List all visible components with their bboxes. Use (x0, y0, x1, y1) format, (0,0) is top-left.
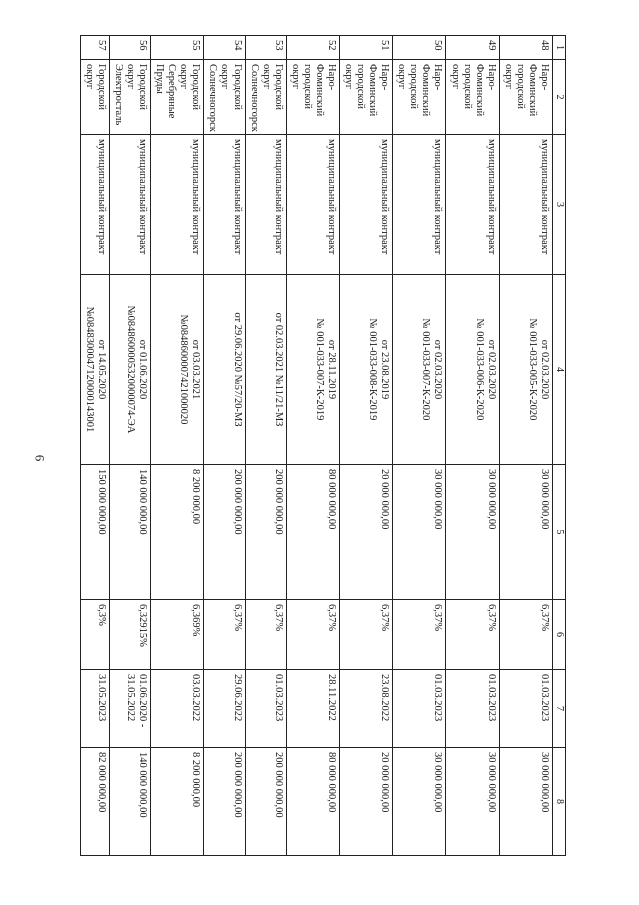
rate-rate-text: 6,37% (326, 604, 337, 632)
total-cell (245, 748, 286, 856)
amount-cell (245, 465, 286, 600)
table-row (286, 36, 339, 856)
contract-type-cell (340, 135, 393, 275)
header-cell: 8 (553, 748, 566, 856)
owner-owner-text: Наро-Фоминский городской округ (396, 64, 444, 117)
contract-type-cell (393, 135, 446, 275)
owner-cell (245, 60, 286, 135)
owner-owner-text: Городской округ Солнечногорск (207, 64, 243, 132)
amount-cell (340, 465, 393, 600)
contract-details-cell (499, 275, 552, 465)
contract-details-cell (340, 275, 393, 465)
rate-rate-text: 6,37% (485, 604, 497, 632)
contract-type-type-text: муниципальный контракт (137, 139, 149, 255)
amount-amount-text: 80 000 000,00 (326, 469, 337, 530)
row-number-cell (340, 36, 393, 60)
contract-type-type-text: муниципальный контракт (231, 139, 243, 255)
date-date-text: 31.05.2023 (95, 674, 107, 722)
row-number-cell (393, 36, 446, 60)
contract-type-cell (151, 135, 204, 275)
total-total-text: 140 000 000,00 (137, 752, 149, 818)
total-total-text: 30 000 000,00 (539, 752, 550, 813)
contract-type-type-text: муниципальный контракт (379, 139, 391, 255)
table-row (151, 36, 204, 856)
amount-cell (499, 465, 552, 600)
date-date-text: 01.06.2020 - 31.05.2022 (125, 674, 149, 728)
row-number-cell (204, 36, 245, 60)
total-cell (204, 748, 245, 856)
amount-amount-text: 8 200 000,00 (190, 469, 202, 525)
table-row (204, 36, 245, 856)
rate-cell (340, 600, 393, 670)
rate-cell (286, 600, 339, 670)
contract-details-cell (151, 275, 204, 465)
owner-cell (446, 60, 499, 135)
amount-cell (109, 465, 150, 600)
table-row (340, 36, 393, 856)
date-date-text: 01.03.2023 (539, 674, 550, 722)
row-number-cell (151, 36, 204, 60)
owner-owner-text: Наро-Фоминский городской округ (449, 64, 497, 117)
contract-type-type-text: муниципальный контракт (432, 139, 444, 255)
rate-rate-text: 6,369% (190, 604, 202, 637)
rate-rate-text: 6,3% (95, 604, 107, 626)
date-cell (340, 670, 393, 748)
contract-details-contract-no-text: № 001-033-006-К-2020 (473, 318, 485, 421)
contract-type-cell (499, 135, 552, 275)
row-number-n-text: 54 (231, 40, 243, 51)
contract-details-contract-no-text: № 001-033-007-К-2020 (420, 318, 432, 421)
date-date-text: 23.08.2022 (379, 674, 391, 722)
rate-rate-text: 6,37% (432, 604, 444, 632)
amount-amount-text: 30 000 000,00 (539, 469, 550, 530)
contract-details-cell (446, 275, 499, 465)
date-date-text: 01.03.2023 (272, 674, 284, 722)
total-total-text: 200 000 000,00 (231, 752, 243, 818)
row-number-n-text: 57 (95, 40, 107, 51)
header-row (553, 36, 566, 856)
rate-cell (109, 600, 150, 670)
amount-amount-text: 200 000 000,00 (231, 469, 243, 535)
header-cell: 2 (553, 60, 566, 135)
total-total-text: 20 000 000,00 (379, 752, 391, 813)
contract-details-contract-no-text: от 02.03.2021 №11/21-МЗ (272, 312, 284, 427)
total-cell (286, 748, 339, 856)
contract-type-type-text: муниципальный контракт (485, 139, 497, 255)
total-cell (151, 748, 204, 856)
total-total-text: 30 000 000,00 (485, 752, 497, 813)
header-cell: 5 (553, 465, 566, 600)
date-cell (204, 670, 245, 748)
header-cell: 3 (553, 135, 566, 275)
rate-cell (151, 600, 204, 670)
row-number-cell (109, 36, 150, 60)
rate-cell (204, 600, 245, 670)
date-cell (286, 670, 339, 748)
contract-details-contract-no-text: № 001-033-005-К-2020 (526, 318, 538, 421)
contract-details-contract-no-text: № 001-033-008-К-2019 (367, 318, 379, 421)
contract-details-contract-no-text: от 29.06.2020 №57/20-МЗ (231, 312, 243, 427)
amount-amount-text: 200 000 000,00 (272, 469, 284, 535)
owner-owner-text: Наро-Фоминский городской округ (502, 64, 550, 117)
row-number-n-text: 51 (379, 40, 391, 51)
contract-details-cell (204, 275, 245, 465)
row-number-n-text: 55 (190, 40, 202, 51)
rate-rate-text: 6,32915% (137, 604, 149, 647)
contract-details-contract-date-text: от 01.06.2020 (137, 339, 149, 400)
rate-cell (446, 600, 499, 670)
contract-details-contract-date-text: от 02.03.2020 (539, 339, 550, 400)
date-cell (80, 670, 109, 748)
amount-cell (80, 465, 109, 600)
table-row (393, 36, 446, 856)
header-cell: 1 (553, 36, 566, 60)
amount-cell (393, 465, 446, 600)
contract-details-cell (80, 275, 109, 465)
row-number-n-text: 52 (326, 40, 337, 51)
contract-type-cell (109, 135, 150, 275)
rate-rate-text: 6,37% (539, 604, 550, 632)
owner-owner-text: Городской округ Электросталь (113, 64, 149, 126)
row-number-n-text: 50 (432, 40, 444, 51)
owner-cell (499, 60, 552, 135)
rate-rate-text: 6,37% (272, 604, 284, 632)
header-cell: 6 (553, 600, 566, 670)
rate-rate-text: 6,37% (231, 604, 243, 632)
row-number-n-text: 48 (539, 40, 550, 51)
contract-details-cell (109, 275, 150, 465)
header-cell: 4 (553, 275, 566, 465)
date-cell (151, 670, 204, 748)
amount-cell (151, 465, 204, 600)
total-cell (109, 748, 150, 856)
contract-type-type-text: муниципальный контракт (326, 139, 337, 255)
contract-details-cell (393, 275, 446, 465)
owner-cell (393, 60, 446, 135)
row-number-n-text: 53 (272, 40, 284, 51)
contract-details-contract-no-text: № 001-033-007-К-2019 (313, 318, 325, 421)
owner-cell (109, 60, 150, 135)
table-row (245, 36, 286, 856)
total-total-text: 30 000 000,00 (432, 752, 444, 813)
contract-details-contract-date-text: от 02.03.2020 (485, 339, 497, 400)
total-cell (340, 748, 393, 856)
header-cell: 7 (553, 670, 566, 748)
rate-cell (80, 600, 109, 670)
row-number-cell (286, 36, 339, 60)
total-total-text: 82 000 000,00 (95, 752, 107, 813)
row-number-n-text: 49 (485, 40, 497, 51)
contract-details-contract-no-text: №0848600005320000074-ЭА (125, 305, 137, 434)
table-row (446, 36, 499, 856)
row-number-n-text: 56 (137, 40, 149, 51)
owner-cell (151, 60, 204, 135)
owner-owner-text: Наро-Фоминский городской округ (289, 64, 337, 117)
contract-type-type-text: муниципальный контракт (95, 139, 107, 255)
total-cell (499, 748, 552, 856)
contract-details-contract-date-text: от 02.03.2020 (432, 339, 444, 400)
total-total-text: 80 000 000,00 (326, 752, 337, 813)
amount-cell (446, 465, 499, 600)
total-cell (393, 748, 446, 856)
page-number: 6 (32, 454, 48, 462)
rate-cell (499, 600, 552, 670)
loan-table (80, 35, 566, 856)
date-cell (393, 670, 446, 748)
rotated-table-container (83, 35, 566, 855)
contract-type-cell (204, 135, 245, 275)
total-total-text: 200 000 000,00 (272, 752, 284, 818)
date-cell (499, 670, 552, 748)
owner-cell (286, 60, 339, 135)
owner-owner-text: Городской округ Серебряные Пруды (154, 64, 202, 119)
rate-cell (393, 600, 446, 670)
table-row (499, 36, 552, 856)
contract-type-cell (80, 135, 109, 275)
contract-details-contract-date-text: от 23.08.2019 (379, 339, 391, 400)
row-number-cell (245, 36, 286, 60)
date-date-text: 01.03.2023 (432, 674, 444, 722)
contract-details-contract-no-text: №0848600007421000020 (178, 314, 190, 425)
owner-owner-text: Наро-Фоминский городской округ (343, 64, 391, 117)
owner-cell (80, 60, 109, 135)
owner-owner-text: Городской округ Солнечногорск (248, 64, 284, 132)
table-row (80, 36, 109, 856)
rate-cell (245, 600, 286, 670)
amount-cell (204, 465, 245, 600)
total-total-text: 8 200 000,00 (190, 752, 202, 808)
contract-type-cell (286, 135, 339, 275)
contract-details-contract-date-text: от 14.05.2020 (95, 339, 107, 400)
contract-type-type-text: муниципальный контракт (272, 139, 284, 255)
contract-type-type-text: муниципальный контракт (190, 139, 202, 255)
owner-owner-text: Городской округ (83, 64, 107, 111)
date-cell (245, 670, 286, 748)
contract-type-cell (245, 135, 286, 275)
contract-details-cell (286, 275, 339, 465)
row-number-cell (80, 36, 109, 60)
contract-details-contract-date-text: от 03.03.2021 (190, 339, 202, 400)
date-cell (446, 670, 499, 748)
amount-amount-text: 140 000 000,00 (137, 469, 149, 535)
row-number-cell (499, 36, 552, 60)
date-cell (109, 670, 150, 748)
row-number-cell (446, 36, 499, 60)
date-date-text: 28.11.2022 (326, 674, 337, 721)
contract-type-cell (446, 135, 499, 275)
total-cell (446, 748, 499, 856)
table-row (109, 36, 150, 856)
amount-cell (286, 465, 339, 600)
date-date-text: 01.03.2023 (485, 674, 497, 722)
rate-rate-text: 6,37% (379, 604, 391, 632)
owner-cell (340, 60, 393, 135)
contract-details-contract-date-text: от 28.11.2019 (326, 339, 337, 400)
owner-cell (204, 60, 245, 135)
amount-amount-text: 30 000 000,00 (432, 469, 444, 530)
amount-amount-text: 20 000 000,00 (379, 469, 391, 530)
contract-details-cell (245, 275, 286, 465)
amount-amount-text: 30 000 000,00 (485, 469, 497, 530)
date-date-text: 03.03.2022 (190, 674, 202, 722)
date-date-text: 29.06.2022 (231, 674, 243, 722)
contract-type-type-text: муниципальный контракт (539, 139, 550, 255)
total-cell (80, 748, 109, 856)
contract-details-contract-no-text: №0848300047120000143001 (83, 306, 95, 433)
amount-amount-text: 150 000 000,00 (95, 469, 107, 535)
